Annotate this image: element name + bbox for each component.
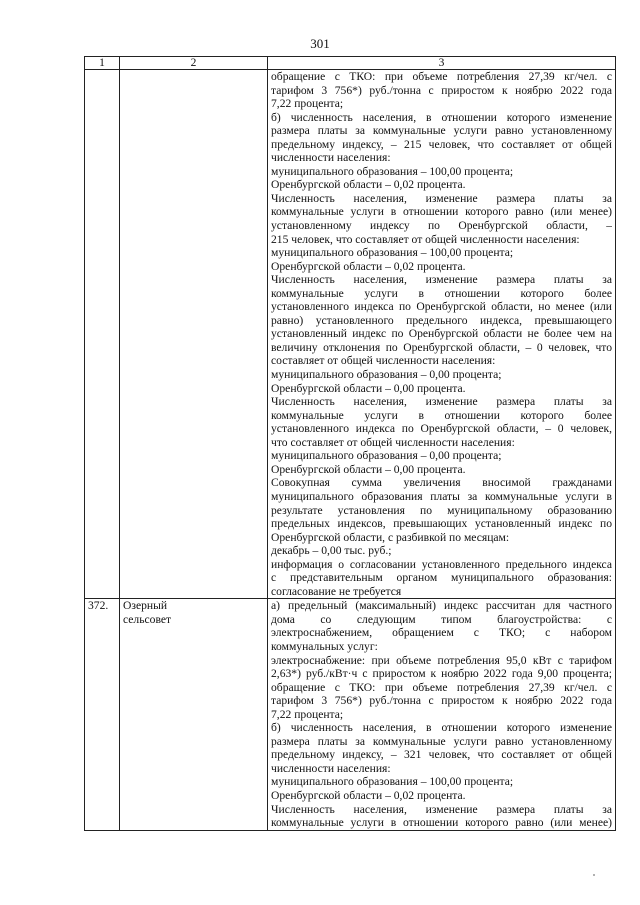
text-line: Численность населения, изменение размера платы за (271, 802, 612, 816)
text-line: установленного индекса по Оренбургской области, но менее (или (271, 300, 612, 314)
page-number: 301 (310, 36, 330, 51)
text-line: Оренбургской области – 0,00 процента. (271, 462, 466, 476)
text-line: предельных индексов, превышающих установленный индекс по (271, 517, 612, 531)
text-line: установленный индекс по Оренбургской области не более чем на (271, 327, 612, 341)
text-line: Совокупная сумма увеличения вносимой гражданами (271, 476, 612, 490)
text-line: предельному индексу, – 215 человек, что составляет от общей (271, 137, 612, 151)
text-line: муниципального образования платы за коммунальные услуги в (271, 489, 612, 503)
text-line: величину отклонения по Оренбургской области, – 0 человек, что (271, 340, 612, 354)
municipality-name-line: Озерный (123, 599, 168, 613)
text-line: 7,22 процента; (271, 707, 344, 721)
description-cell (268, 599, 616, 830)
table-row (85, 599, 616, 830)
text-line: электроснабжением, обращением с ТКО; с набором (271, 626, 612, 640)
text-line: коммунальных услуг: (271, 639, 378, 653)
header-col-1: 1 (85, 57, 120, 70)
text-line: размера платы за коммунальные услуги равно установленному (271, 734, 612, 748)
text-line: Оренбургской области – 0,02 процента. (271, 178, 466, 192)
text-line: согласование не требуется (271, 584, 402, 598)
text-line: тарифом 3 756*) руб./тонна с приростом к ноябрю 2022 года (271, 83, 612, 97)
text-line: коммунальные услуги в отношении которого равно (или менее) (271, 816, 612, 830)
text-line: предельному индексу, – 321 человек, что составляет от общей (271, 748, 612, 762)
text-line: равно) установленного предельного индекса, превышающего (271, 313, 612, 327)
row-number (85, 70, 120, 599)
text-line: что составляет от общей численности населения: (271, 435, 515, 449)
text-line: муниципального образования – 100,00 процента; (271, 164, 514, 178)
text-line: коммунальные услуги в отношении которого более (271, 408, 612, 422)
text-line: декабрь – 0,00 тыс. руб.; (271, 544, 392, 558)
text-line: Оренбургской области, с разбивкой по месяцам: (271, 530, 510, 544)
text-line: муниципального образования – 100,00 процента; (271, 246, 514, 260)
table-header-row (85, 57, 616, 70)
text-line: Численность населения, изменение размера платы за (271, 395, 612, 409)
text-line: муниципального образования – 0,00 процента; (271, 368, 502, 382)
text-line: а) предельный (максимальный) индекс рассчитан для частного (271, 599, 612, 613)
text-line: коммунальные услуги в отношении которого более (271, 286, 612, 300)
text-line: 215 человек, что составляет от общей численности населения: (271, 232, 580, 246)
document-table (84, 56, 616, 831)
text-line: Оренбургской области – 0,00 процента. (271, 381, 466, 395)
text-line: Оренбургской области – 0,02 процента. (271, 788, 466, 802)
text-line: электроснабжение: при объеме потребления 95,0 кВт с тарифом (271, 653, 612, 667)
table-row (85, 70, 616, 599)
text-line: установленного индекса по Оренбургской области, – 0 человек, (271, 422, 612, 436)
municipality-name-line: сельсовет (123, 612, 172, 626)
text-line: численности населения: (271, 151, 391, 165)
text-line: результате установления по муниципальному образованию (271, 503, 612, 517)
text-line: установленному индексу по Оренбургской области, – (271, 219, 612, 233)
municipality-name (120, 70, 268, 599)
text-line: информация о согласовании установленного предельного индекса (271, 557, 612, 571)
text-line: Численность населения, изменение размера платы за (271, 191, 612, 205)
text-line: составляет от общей численности населения: (271, 354, 496, 368)
text-line: размера платы за коммунальные услуги равно установленному (271, 124, 612, 138)
text-line: 7,22 процента; (271, 97, 344, 111)
header-col-2: 2 (120, 57, 268, 70)
text-line: муниципального образования – 0,00 процента; (271, 449, 502, 463)
text-line: численности населения: (271, 761, 391, 775)
municipality-name (120, 599, 268, 830)
table-body (85, 70, 616, 831)
header-col-3: 3 (268, 57, 616, 70)
text-line: б) численность населения, в отношении которого изменение (271, 721, 612, 735)
text-line: обращение с ТКО: при объеме потребления 27,39 кг/чел. с (271, 680, 612, 694)
text-line: б) численность населения, в отношении которого изменение (271, 110, 612, 124)
description-cell (268, 70, 616, 599)
scan-speck (593, 874, 595, 876)
text-line: Численность населения, изменение размера платы за (271, 273, 612, 287)
text-line: тарифом 3 756*) руб./тонна с приростом к ноябрю 2022 года (271, 694, 612, 708)
text-line: обращение с ТКО: при объеме потребления 27,39 кг/чел. с (271, 70, 612, 83)
text-line: 2,63*) руб./кВт·ч с приростом к ноябрю 2022 года 9,00 процента; (271, 667, 612, 681)
row-number: 372. (85, 599, 120, 830)
text-line: с представительным органом муниципального образования: (271, 571, 612, 585)
text-line: дома со следующим типом благоустройства: с (271, 612, 612, 626)
text-line: муниципального образования – 100,00 процента; (271, 775, 514, 789)
text-line: Оренбургской области – 0,02 процента. (271, 259, 466, 273)
text-line: коммунальные услуги в отношении которого равно (или менее) (271, 205, 612, 219)
